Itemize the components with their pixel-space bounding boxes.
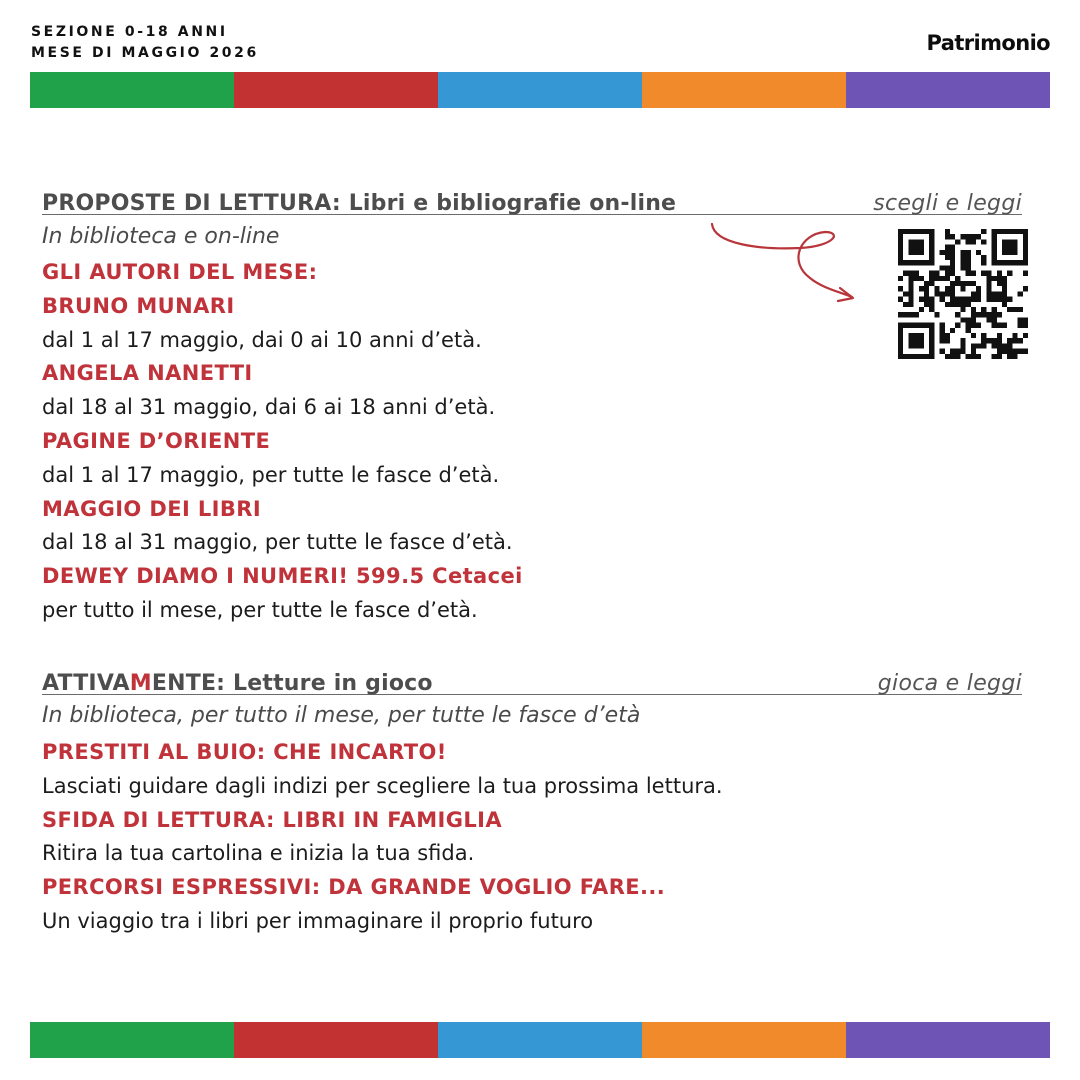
header-labels	[31, 22, 259, 64]
section1-heading	[42, 184, 1022, 215]
section2-item-text: Lasciati guidare dagli indizi per scegliere la tua prossima lettura.	[42, 773, 723, 798]
color-segment	[438, 1022, 642, 1058]
section2-item-text: Ritira la tua cartolina e inizia la tua sfida.	[42, 841, 475, 866]
section2-item-text: Un viaggio tra i libri per immaginare il proprio futuro	[42, 908, 594, 933]
qr-code-icon[interactable]	[898, 229, 1028, 359]
section2-item-title: SFIDA DI LETTURA: LIBRI IN FAMIGLIA	[42, 807, 503, 832]
section1-item-text: per tutto il mese, per tutte le fasce d’età.	[42, 597, 478, 622]
color-segment	[30, 1022, 234, 1058]
section1-item-text: dal 18 al 31 maggio, per tutte le fasce d’età.	[42, 530, 513, 555]
section2-tagline: gioca e leggi	[877, 671, 1022, 696]
color-segment	[234, 72, 438, 108]
color-segment	[234, 1022, 438, 1058]
section1-item-text: dal 1 al 17 maggio, dai 0 ai 10 anni d’età.	[42, 327, 482, 352]
color-segment	[642, 72, 846, 108]
section1-item-title: BRUNO MUNARI	[42, 293, 235, 318]
section2-title	[42, 671, 433, 696]
section1-tagline: scegli e leggi	[873, 191, 1022, 216]
color-segment	[642, 1022, 846, 1058]
section2-subtitle: In biblioteca, per tutto il mese, per tutte le fasce d’età	[42, 703, 641, 728]
section1-item-title: DEWEY DIAMO I NUMERI! 599.5 Cetacei	[42, 564, 523, 589]
section2-heading	[42, 664, 1022, 695]
color-segment	[846, 72, 1050, 108]
bottom-color-bar	[30, 1022, 1050, 1058]
section1-title: PROPOSTE DI LETTURA: Libri e bibliografie on-line	[42, 191, 677, 216]
section2-title-c: ENTE: Letture in gioco	[151, 671, 433, 696]
color-segment	[846, 1022, 1050, 1058]
section-label: SEZIONE 0-18 ANNI	[31, 24, 228, 40]
section1-item-title: MAGGIO DEI LIBRI	[42, 496, 262, 521]
section1-subtitle: In biblioteca e on-line	[42, 224, 280, 249]
section1-item-text: dal 18 al 31 maggio, dai 6 ai 18 anni d’età.	[42, 395, 496, 420]
section1-list	[42, 256, 523, 628]
color-segment	[30, 72, 234, 108]
section1-item-text: dal 1 al 17 maggio, per tutte le fasce d’età.	[42, 462, 500, 487]
section1-item-title: GLI AUTORI DEL MESE:	[42, 260, 318, 284]
section2-title-highlight: M	[129, 671, 152, 696]
section2-title-a: ATTIVA	[42, 671, 130, 696]
section1-item-title: ANGELA NANETTI	[42, 361, 253, 386]
month-label: MESE DI MAGGIO 2026	[31, 45, 259, 61]
section2-item-title: PRESTITI AL BUIO: CHE INCARTO!	[42, 740, 447, 764]
curly-arrow-icon	[700, 218, 870, 313]
section2-list	[42, 736, 723, 939]
color-segment	[438, 72, 642, 108]
top-color-bar	[30, 72, 1050, 108]
section1-item-title: PAGINE D’ORIENTE	[42, 428, 271, 453]
section2-item-title: PERCORSI ESPRESSIVI: DA GRANDE VOGLIO FARE...	[42, 875, 666, 900]
brand-logo: Patrimonio	[926, 31, 1050, 55]
